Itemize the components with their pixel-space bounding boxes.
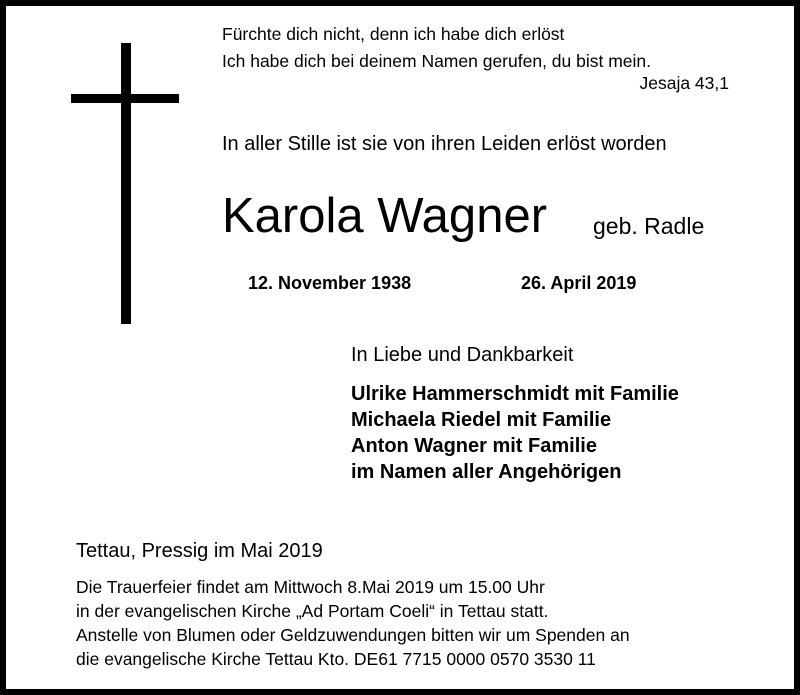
deceased-name: Karola Wagner — [222, 189, 548, 243]
funeral-info-line: in der evangelischen Kirche „Ad Portam Coeli“ in Tettau statt. — [76, 601, 549, 621]
place-date: Tettau, Pressig im Mai 2019 — [76, 540, 323, 562]
birth-name: geb. Radle — [593, 213, 705, 239]
cross-horizontal-bar — [71, 94, 179, 103]
bible-verse-reference: Jesaja 43,1 — [639, 73, 729, 93]
intro-text: In aller Stille ist sie von ihren Leiden erlöst worden — [222, 133, 667, 155]
birth-date: 12. November 1938 — [248, 273, 412, 293]
gratitude-text: In Liebe und Dankbarkeit — [351, 344, 574, 366]
mourner-line: Michaela Riedel mit Familie — [351, 409, 612, 431]
funeral-info-line: die evangelische Kirche Tettau Kto. DE61 7715 0000 0570 3530 11 — [76, 649, 596, 669]
funeral-info-line: Anstelle von Blumen oder Geldzuwendungen bitten wir um Spenden an — [76, 625, 630, 645]
cross-vertical-bar — [121, 43, 131, 324]
bible-verse-line-2: Ich habe dich bei deinem Namen gerufen, du bist mein. — [222, 51, 652, 71]
death-date: 26. April 2019 — [521, 273, 637, 293]
mourner-line: Anton Wagner mit Familie — [351, 435, 597, 457]
mourner-line: Ulrike Hammerschmidt mit Familie — [351, 383, 679, 405]
funeral-info-line: Die Trauerfeier findet am Mittwoch 8.Mai 2019 um 15.00 Uhr — [76, 577, 545, 597]
mourner-line: im Namen aller Angehörigen — [351, 461, 622, 483]
bible-verse-line-1: Fürchte dich nicht, denn ich habe dich erlöst — [222, 24, 565, 44]
